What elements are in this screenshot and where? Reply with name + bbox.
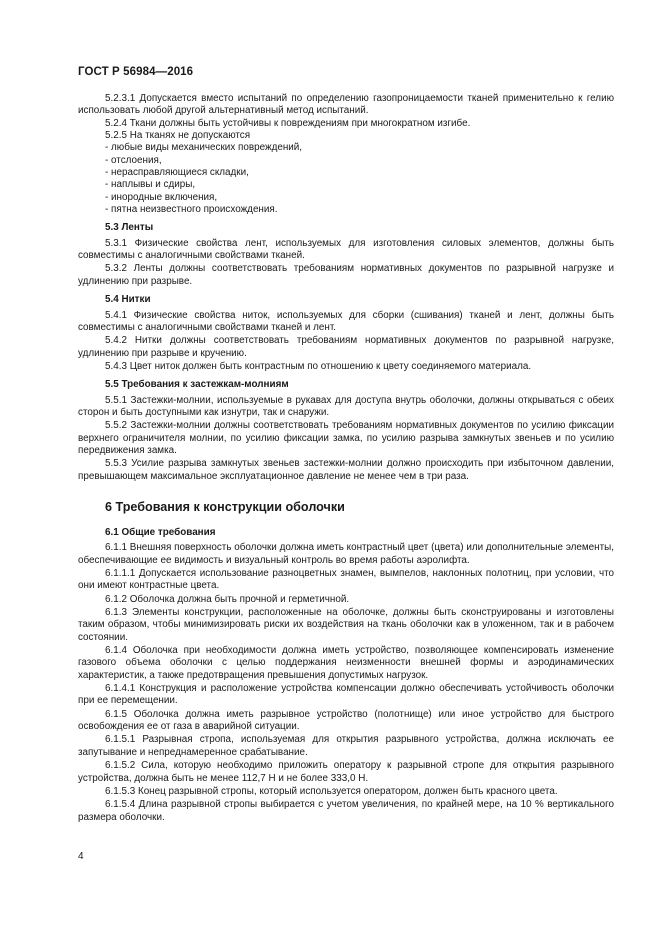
paragraph-5-2-3-1: 5.2.3.1 Допускается вместо испытаний по определению газопроницаемости тканей применительно к гелию использовать любой другой альтернативный метод испытаний. bbox=[78, 93, 614, 117]
list-item: - пятна неизвестного происхождения. bbox=[105, 204, 278, 216]
paragraph-6-1-4-1: 6.1.4.1 Конструкция и расположение устройства компенсации должно обеспечивать устойчивость оболочки при ее перемещении. bbox=[78, 683, 614, 707]
list-item: - инородные включения, bbox=[105, 191, 218, 203]
paragraph-5-2-5: 5.2.5 На тканях не допускаются bbox=[105, 130, 251, 142]
paragraph-5-5-3: 5.5.3 Усилие разрыва замкнутых звеньев застежки-молнии должно происходить при избыточном давлении, превышающем максимальное эксплуатационное давление не менее чем в три раза. bbox=[78, 458, 614, 482]
paragraph-6-1-5-2: 6.1.5.2 Сила, которую необходимо приложить оператору к разрывной стропе для открытия разрывного устройства, должна быть не менее 112,7 Н и не более 333,0 Н. bbox=[78, 760, 614, 784]
heading-6-1: 6.1 Общие требования bbox=[105, 526, 216, 538]
paragraph-6-1-5: 6.1.5 Оболочка должна иметь разрывное устройство (полотнище) или иное устройство для быстрого освобождения ее от газа в аварийной ситуации. bbox=[78, 708, 614, 733]
list-item: - нерасправляющиеся складки, bbox=[105, 167, 249, 179]
paragraph-6-1-1: 6.1.1 Внешняя поверхность оболочки должна иметь контрастный цвет (цвета) или дополнительные элементы, обеспечивающие ее видимость и визуальный контроль во время работы аэролифта. bbox=[78, 542, 614, 566]
paragraph-6-1-5-3: 6.1.5.3 Конец разрывной стропы, который используется оператором, должен быть красного цвета. bbox=[105, 785, 558, 797]
section-6-title: 6 Требования к конструкции оболочки bbox=[105, 499, 345, 514]
paragraph-6-1-4: 6.1.4 Оболочка при необходимости должна иметь устройство, позволяющее компенсировать изменение газового объема оболочки с целью поддержания неизменности внешней формы и аэродинамических характеристик, а также предотвращения превышения допустимых нагрузок. bbox=[78, 645, 614, 681]
heading-5-5: 5.5 Требования к застежкам-молниям bbox=[105, 379, 289, 391]
paragraph-5-4-2: 5.4.2 Нитки должны соответствовать требованиям нормативных документов по разрывной нагрузке, удлинению при разрыве и кручению. bbox=[78, 335, 614, 359]
paragraph-5-5-2: 5.5.2 Застежки-молнии должны соответствовать требованиям нормативных документов по усилию фиксации верхнего ограничителя молнии, по усилию фиксации замка, по усилию разрыва замкнутых звеньев и по усилию передвижения замка. bbox=[78, 420, 614, 456]
paragraph-6-1-5-4: 6.1.5.4 Длина разрывной стропы выбирается с учетом увеличения, по крайней мере, на 10 % вертикального размера оболочки. bbox=[78, 799, 614, 823]
paragraph-5-4-3: 5.4.3 Цвет ниток должен быть контрастным по отношению к цвету соединяемого материала. bbox=[105, 360, 532, 372]
document-body bbox=[78, 93, 614, 824]
paragraph-6-1-2: 6.1.2 Оболочка должна быть прочной и герметичной. bbox=[105, 593, 350, 605]
heading-5-4: 5.4 Нитки bbox=[105, 294, 151, 306]
paragraph-5-5-1: 5.5.1 Застежки-молнии, используемые в рукавах для доступа внутрь оболочки, должны открываться с обеих сторон и быть доступными как изнутри, так и снаружи. bbox=[78, 394, 614, 418]
list-item: - отслоения, bbox=[105, 154, 162, 166]
document-header: ГОСТ Р 56984—2016 bbox=[78, 66, 194, 78]
paragraph-6-1-5-1: 6.1.5.1 Разрывная стропа, используемая для открытия разрывного устройства, должна исключать ее запутывание и непреднамеренное срабатывание. bbox=[78, 734, 614, 758]
paragraph-5-3-2: 5.3.2 Ленты должны соответствовать требованиям нормативных документов по разрывной нагрузке и удлинению при разрыве. bbox=[78, 263, 614, 287]
list-item: - любые виды механических повреждений, bbox=[105, 142, 303, 154]
paragraph-6-1-1-1: 6.1.1.1 Допускается использование разноцветных знамен, вымпелов, наклонных полотниц, при условии, что они имеют контрастные цвета. bbox=[78, 568, 614, 592]
page-number: 4 bbox=[78, 851, 84, 862]
heading-5-3: 5.3 Ленты bbox=[105, 222, 154, 234]
paragraph-5-3-1: 5.3.1 Физические свойства лент, используемых для изготовления силовых элементов, должны быть совместимы с аналогичными свойствами тканей. bbox=[78, 237, 614, 262]
paragraph-6-1-3: 6.1.3 Элементы конструкции, расположенные на оболочке, должны быть сконструированы и изготовлены таким образом, чтобы минимизировать риски их воздействия на ткань оболочки как в уложенном, так и в рабочем состоянии. bbox=[78, 607, 614, 643]
paragraph-5-4-1: 5.4.1 Физические свойства ниток, используемых для сборки (сшивания) тканей и лент, должны быть совместимы с аналогичными свойствами тканей и лент. bbox=[78, 309, 614, 333]
list-item: - наплывы и сдиры, bbox=[105, 179, 196, 191]
paragraph-5-2-4: 5.2.4 Ткани должны быть устойчивы к повреждениям при многократном изгибе. bbox=[105, 117, 471, 129]
